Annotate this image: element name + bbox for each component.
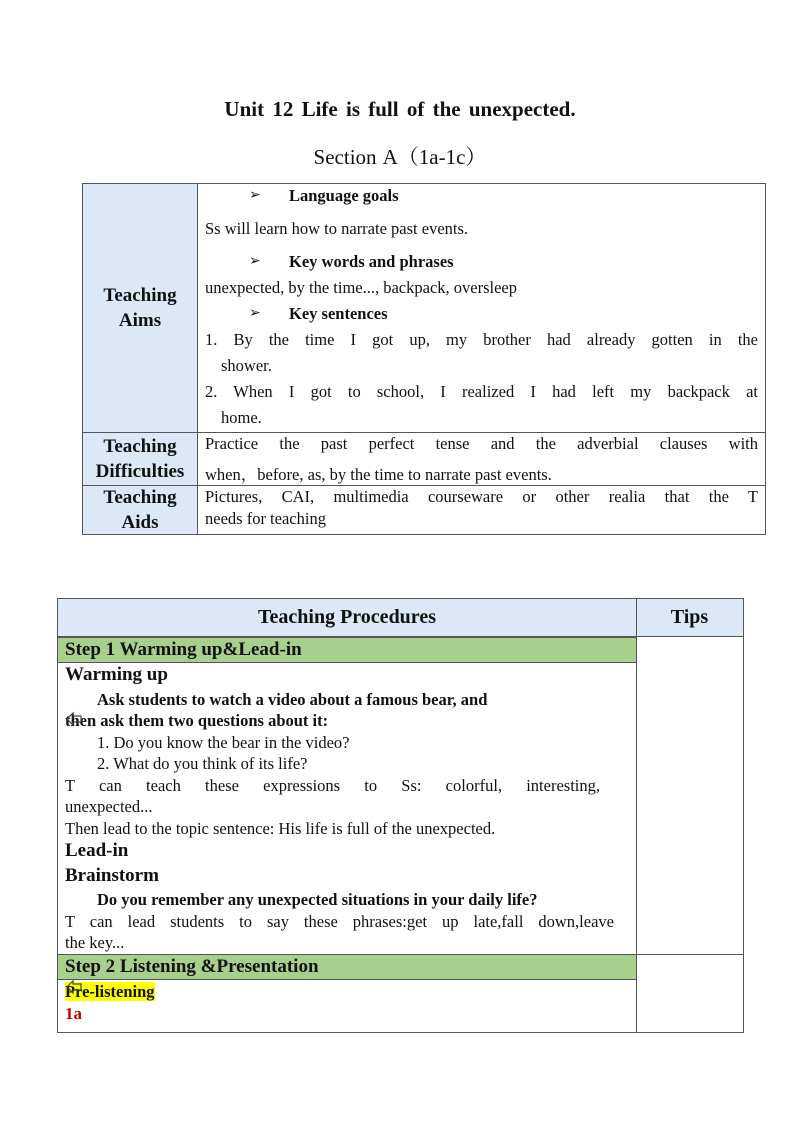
brainstorm-question: Do you remember any unexpected situations in your daily life? (97, 890, 538, 909)
annotation-marker-icon (65, 711, 83, 727)
ask-students-line-2: then ask them two questions about it: (65, 711, 329, 730)
pre-listening-label: Pre-listening (65, 982, 155, 1001)
arrow-bullet-icon: ➢ (249, 188, 261, 203)
document-subtitle: Section A（1a-1c） (313, 145, 487, 169)
key-words-label: Key words and phrases (289, 252, 454, 271)
aids-line-2: needs for teaching (205, 509, 326, 528)
difficulties-line-1: Practice the past perfect tense and the adverbial clauses with (205, 434, 758, 453)
teaching-aids-row (83, 486, 765, 534)
column-divider (636, 599, 637, 1032)
teaching-difficulties-row (83, 433, 765, 486)
key-sentence-1: 1. By the time I got up, my brother had already gotten in the (205, 330, 758, 349)
warming-up-heading: Warming up (65, 664, 168, 685)
brainstorm-heading: Brainstorm (65, 865, 159, 886)
language-goals-text: Ss will learn how to narrate past events. (205, 219, 469, 238)
language-goals-label: Language goals (289, 186, 399, 205)
procedures-table (57, 598, 744, 1033)
document-title: Unit 12 Life is full of the unexpected. (224, 97, 576, 121)
tips-divider (636, 954, 743, 955)
arrow-bullet-icon: ➢ (249, 254, 261, 269)
teaching-difficulties-header: Teaching Difficulties (83, 433, 198, 485)
tips-header: Tips (636, 599, 743, 637)
teaching-aims-row (83, 184, 765, 433)
arrow-bullet-icon: ➢ (249, 306, 261, 321)
teach-expressions-line-1: T can teach these expressions to Ss: colorful, interesting, (65, 776, 600, 795)
teaching-aims-header: Teaching Aims (83, 184, 198, 432)
key-sentences-label: Key sentences (289, 304, 388, 323)
aids-line-1: Pictures, CAI, multimedia courseware or other realia that the T (205, 487, 758, 506)
key-words-text: unexpected, by the time..., backpack, oversleep (205, 278, 518, 297)
key-sentence-1-cont: shower. (221, 356, 272, 375)
teaching-aids-header: Teaching Aids (83, 486, 198, 534)
overview-table (82, 183, 766, 535)
lead-phrases-line-2: the key... (65, 933, 125, 952)
lead-phrases-line-1: T can lead students to say these phrases:get up late,fall down,leave (65, 912, 614, 931)
topic-sentence-line: Then lead to the topic sentence: His life is full of the unexpected. (65, 819, 496, 838)
step-2-bar: Step 2 Listening &Presentation (58, 954, 636, 980)
difficulties-line-2: when，before, as, by the time to narrate past events. (205, 465, 552, 484)
key-sentence-2: 2. When I got to school, I realized I had left my backpack at (205, 382, 758, 401)
teach-expressions-line-2: unexpected... (65, 797, 153, 816)
procedures-header: Teaching Procedures (58, 599, 636, 637)
step-1-bar: Step 1 Warming up&Lead-in (58, 637, 636, 663)
question-1: 1. Do you know the bear in the video? (97, 733, 350, 752)
ask-students-line-1: Ask students to watch a video about a famous bear, and (97, 690, 488, 709)
key-sentence-2-cont: home. (221, 408, 262, 427)
question-2: 2. What do you think of its life? (97, 754, 308, 773)
label-1a: 1a (65, 1004, 82, 1023)
annotation-marker-icon (65, 979, 83, 995)
lead-in-heading: Lead-in (65, 840, 129, 861)
